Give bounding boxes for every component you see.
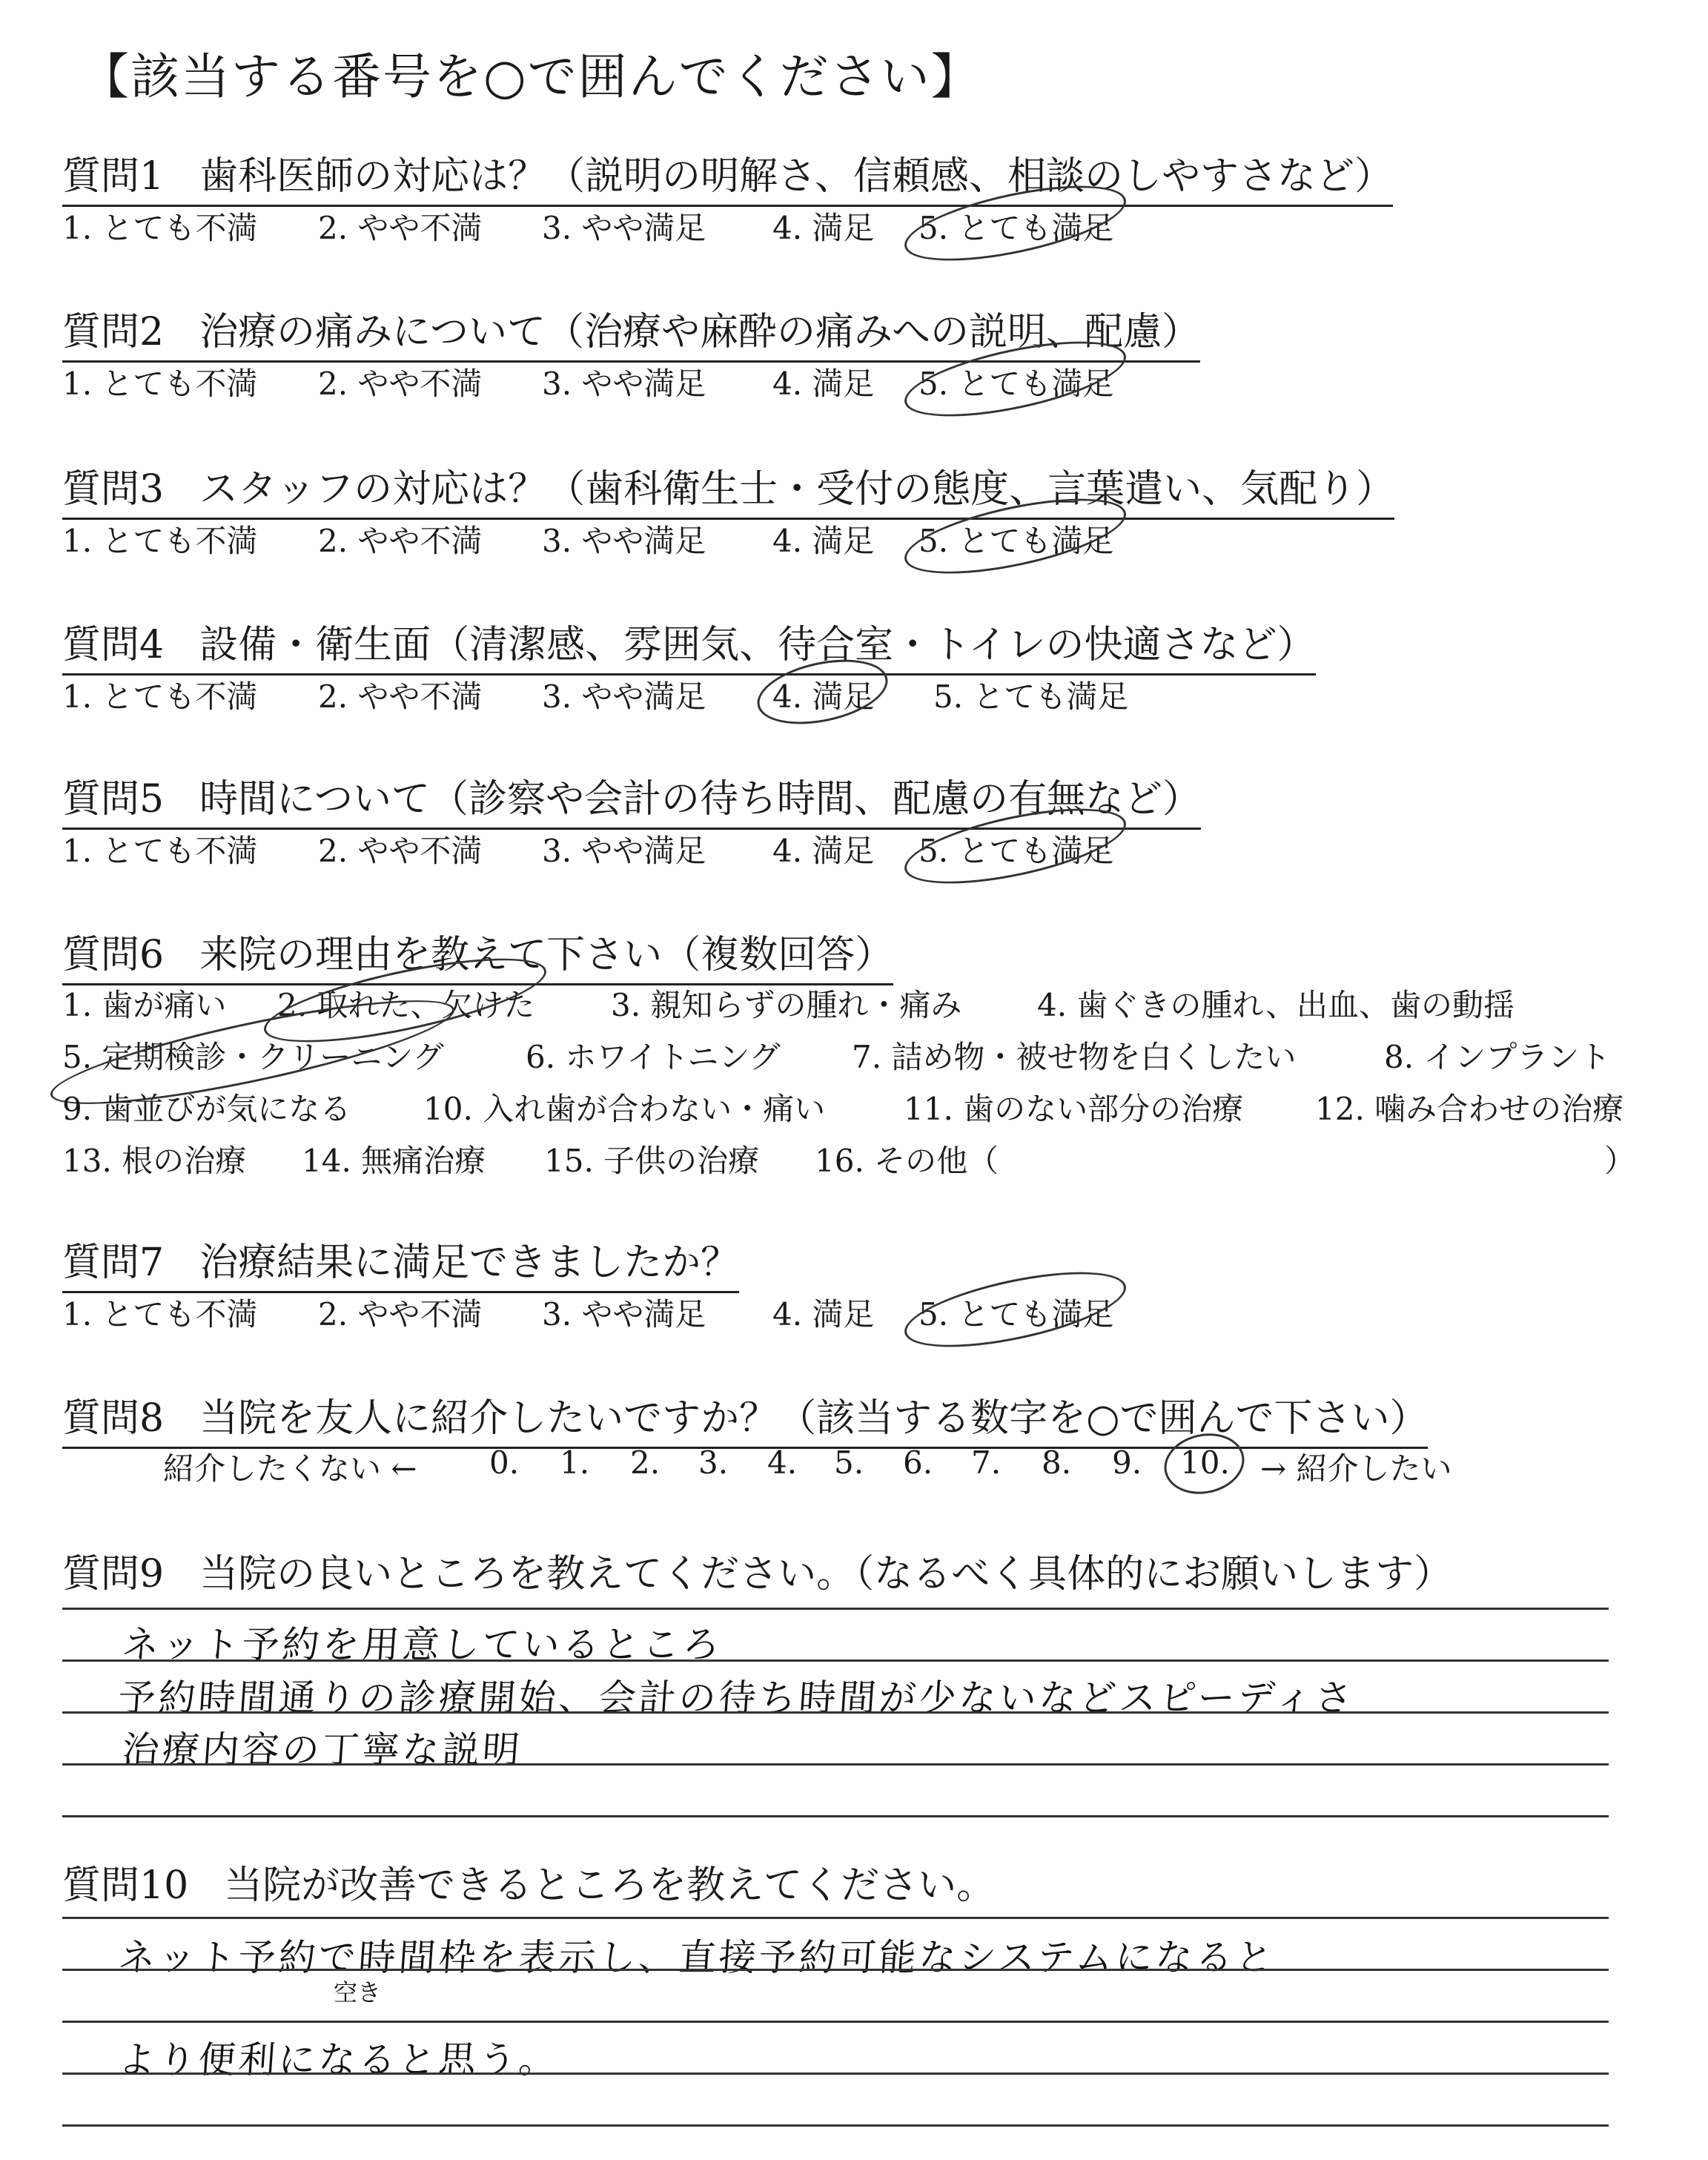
- scale-0[interactable]: 0.: [489, 1444, 520, 1481]
- answer-line: [62, 1917, 1609, 1919]
- q9-answer-line-2: 予約時間通りの診療開始、会計の待ち時間が少ないなどスピーディさ: [116, 1677, 1357, 1720]
- question-5-title: 質問5 時間について（診察や会計の待ち時間、配慮の有無など）: [62, 767, 1201, 830]
- question-2-title: 質問2 治療の痛みについて（治療や麻酔の痛みへの説明、配慮）: [62, 300, 1200, 363]
- option-5-selected[interactable]: 5. とても満足: [918, 204, 1113, 248]
- option-5-selected[interactable]: 5. とても満足: [918, 827, 1113, 871]
- scale-2[interactable]: 2.: [630, 1444, 661, 1481]
- reason-5-selected[interactable]: 5. 定期検診・クリーニング: [62, 1033, 444, 1077]
- reason-12[interactable]: 12. 噛み合わせの治療: [1315, 1091, 1624, 1127]
- option-1[interactable]: 1. とても不満: [62, 678, 258, 715]
- reason-2-selected[interactable]: 2. 取れた、欠けた: [277, 981, 534, 1025]
- scale-9[interactable]: 9.: [1112, 1444, 1142, 1481]
- option-1[interactable]: 1. とても不満: [62, 366, 258, 402]
- scale-3[interactable]: 3.: [698, 1444, 729, 1481]
- question-8-title: 質問8 当院を友人に紹介したいですか？（該当する数字を○で囲んで下さい）: [62, 1387, 1428, 1449]
- reason-10[interactable]: 10. 入れ歯が合わない・痛い: [423, 1091, 826, 1127]
- reason-13[interactable]: 13. 根の治療: [62, 1143, 247, 1179]
- reason-11[interactable]: 11. 歯のない部分の治療: [904, 1091, 1244, 1127]
- scale-6[interactable]: 6.: [903, 1444, 933, 1481]
- reason-7[interactable]: 7. 詰め物・被せ物を白くしたい: [852, 1039, 1297, 1075]
- option-1[interactable]: 1. とても不満: [62, 210, 258, 246]
- answer-line: [62, 1608, 1609, 1610]
- option-5-selected[interactable]: 5. とても満足: [918, 517, 1113, 561]
- option-2[interactable]: 2. やや不満: [318, 678, 483, 715]
- page-title: 【該当する番号を○で囲んでください】: [80, 48, 982, 105]
- option-1[interactable]: 1. とても不満: [62, 1296, 258, 1332]
- question-7-title: 質問7 治療結果に満足できましたか？: [62, 1231, 739, 1293]
- answer-line: [62, 2073, 1609, 2075]
- question-1-title: 質問1 歯科医師の対応は？（説明の明解さ、信頼感、相談のしやすさなど）: [62, 145, 1393, 207]
- survey-page: 【該当する番号を○で囲んでください】 質問1 歯科医師の対応は？（説明の明解さ、信頼感、相談のしやすさなど） 1. とても不満 2. やや不満 3. やや満足 4. 満足 5. とても満足 質問2 治療の痛みについて（治療や麻酔の痛みへの説明、配慮） 1. とても不満 2. やや不満 3. やや満足 4. 満足 5. とても満足 質問3 スタッフの対応は？（歯科衛生士・受付の態度、言葉遣い、気配り） 1. とても不満 2. やや不満 3. やや満足 4. 満足 5. とても満足 質問4 設備・衛生面（清潔感、雰囲気、待合室・トイレの快適さなど） 1. とても不満 2. やや不満 3. やや満足 4. 満足 5. とても満足 質問5 時間について（診察や会計の待ち時間、配慮の有無など） 1. とても不満 2. やや不満 3. やや満足 4. 満足 5. とても満足 質問6 来院の理由を教えて下さい（複数回答） 1. 歯が痛い 2. 取れた、欠けた 3. 親知らずの腫れ・痛み 4. 歯ぐきの腫れ、出血、歯の動揺 5. 定期検診・クリーニング 6. ホワイトニング 7. 詰め物・被せ物を白くしたい 8. インプラント 9. 歯並びが気になる 10. 入れ歯が合わない・痛い 11. 歯のない部分の治療 12. 噛み合わせの治療 13. 根の治療 14. 無痛治療 15. 子供の治療 16. その他（ ） 質問7 治療結果に満足できましたか？ 1. とても不満 2. やや不満 3. やや満足 4. 満足 5. とても満足 質問8 当院を友人に紹介したいですか？（該当する数字を○で囲んで下さい） 紹介したくない ← 0. 1. 2. 3. 4. 5. 6. 7. 8. 9. 10. → 紹介したい 質問9 当院の良いところを教えてください。（なるべく具体的にお願いします） ネット予約を用意しているところ 予約時間通りの診療開始、会計の待ち時間が少ないなどスピーディさ 治療内容の丁寧な説明 質問10 当院が改善できるところを教えてください。 ネット予約で時間枠を表示し、直接予約可能なシステムになると 空き より便利になると思う。: [0, 0, 1708, 2160]
- option-4[interactable]: 4. 満足: [772, 523, 875, 559]
- option-5[interactable]: 5. とても満足: [933, 678, 1129, 715]
- question-10-title: 質問10 当院が改善できるところを教えてください。: [62, 1863, 996, 1908]
- q10-inserted-word: 空き: [334, 1978, 382, 2007]
- option-3[interactable]: 3. やや満足: [542, 678, 706, 715]
- q9-answer-line-1: ネット予約を用意しているところ: [120, 1623, 724, 1666]
- option-2[interactable]: 2. やや不満: [318, 210, 483, 246]
- reason-1[interactable]: 1. 歯が痛い: [62, 987, 227, 1023]
- reason-4[interactable]: 4. 歯ぐきの腫れ、出血、歯の動揺: [1037, 987, 1515, 1023]
- answer-line: [62, 1711, 1609, 1714]
- reason-9[interactable]: 9. 歯並びが気になる: [62, 1091, 351, 1127]
- answer-line: [62, 1659, 1609, 1662]
- answer-line: [62, 2124, 1609, 2127]
- reason-8[interactable]: 8. インプラント: [1384, 1039, 1611, 1075]
- reason-6[interactable]: 6. ホワイトニング: [526, 1039, 781, 1075]
- question-4-title: 質問4 設備・衛生面（清潔感、雰囲気、待合室・トイレの快適さなど）: [62, 613, 1316, 676]
- reason-3[interactable]: 3. 親知らずの腫れ・痛み: [611, 987, 962, 1023]
- answer-line: [62, 1763, 1609, 1766]
- answer-line: [62, 1969, 1609, 1971]
- option-3[interactable]: 3. やや満足: [542, 1296, 706, 1332]
- option-3[interactable]: 3. やや満足: [542, 210, 706, 246]
- reason-16-close-paren: ）: [1604, 1143, 1636, 1179]
- reason-15[interactable]: 15. 子供の治療: [544, 1143, 760, 1179]
- answer-line: [62, 1815, 1609, 1817]
- option-2[interactable]: 2. やや不満: [318, 1296, 483, 1332]
- scale-7[interactable]: 7.: [971, 1444, 1002, 1481]
- option-4[interactable]: 4. 満足: [772, 833, 875, 869]
- option-3[interactable]: 3. やや満足: [542, 366, 706, 402]
- option-3[interactable]: 3. やや満足: [542, 523, 706, 559]
- q10-answer-line-1: ネット予約で時間枠を表示し、直接予約可能なシステムになると: [116, 1936, 1277, 1979]
- scale-left-label: 紹介したくない ←: [163, 1450, 417, 1487]
- option-4[interactable]: 4. 満足: [772, 1296, 875, 1332]
- option-1[interactable]: 1. とても不満: [62, 833, 258, 869]
- option-2[interactable]: 2. やや不満: [318, 523, 483, 559]
- scale-8[interactable]: 8.: [1042, 1444, 1072, 1481]
- q10-answer-line-2: より便利になると思う。: [116, 2038, 560, 2081]
- option-3[interactable]: 3. やや満足: [542, 833, 706, 869]
- q9-answer-line-3: 治療内容の丁寧な説明: [120, 1728, 524, 1771]
- option-5-selected[interactable]: 5. とても満足: [918, 360, 1113, 404]
- question-9-title: 質問9 当院の良いところを教えてください。（なるべく具体的にお願いします）: [62, 1552, 1453, 1596]
- option-2[interactable]: 2. やや不満: [318, 366, 483, 402]
- scale-5[interactable]: 5.: [834, 1444, 864, 1481]
- option-4[interactable]: 4. 満足: [772, 366, 875, 402]
- question-6-title: 質問6 来院の理由を教えて下さい（複数回答）: [62, 923, 893, 985]
- scale-1[interactable]: 1.: [560, 1444, 590, 1481]
- option-4-selected[interactable]: 4. 満足: [772, 673, 874, 717]
- option-1[interactable]: 1. とても不満: [62, 523, 258, 559]
- reason-16-other[interactable]: 16. その他（: [815, 1143, 999, 1179]
- answer-line: [62, 2021, 1609, 2023]
- scale-4[interactable]: 4.: [767, 1444, 798, 1481]
- option-4[interactable]: 4. 満足: [772, 210, 875, 246]
- question-3-title: 質問3 スタッフの対応は？（歯科衛生士・受付の態度、言葉遣い、気配り）: [62, 458, 1394, 520]
- scale-right-label: → 紹介したい: [1260, 1450, 1452, 1487]
- option-5-selected[interactable]: 5. とても満足: [918, 1290, 1113, 1335]
- option-2[interactable]: 2. やや不満: [318, 833, 483, 869]
- reason-14[interactable]: 14. 無痛治療: [302, 1143, 486, 1179]
